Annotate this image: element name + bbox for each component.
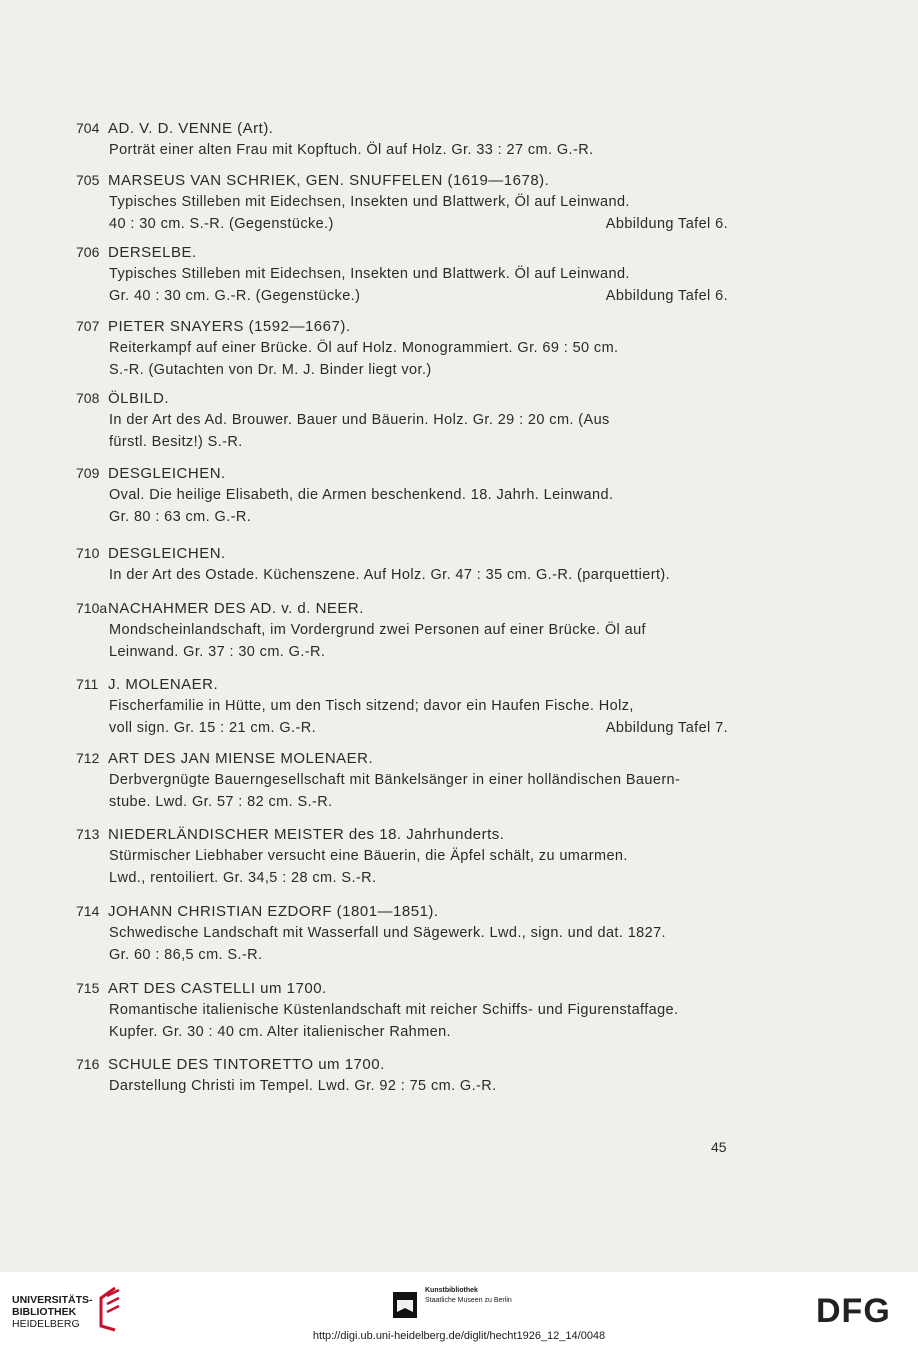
- entry-heading: [76, 676, 218, 693]
- entry-number: 713: [76, 826, 100, 842]
- university-line-3: HEIDELBERG: [12, 1318, 80, 1330]
- entry-description-line: [109, 1024, 451, 1040]
- entry-number: 705: [76, 172, 100, 188]
- description-text: Kupfer. Gr. 30 : 40 cm. Alter italienischer Rahmen.: [109, 1024, 451, 1040]
- entry-heading: [76, 903, 439, 920]
- description-text: Mondscheinlandschaft, im Vordergrund zwei Personen auf einer Brücke. Öl auf: [109, 622, 646, 638]
- description-text: Darstellung Christi im Tempel. Lwd. Gr. 92 : 75 cm. G.-R.: [109, 1078, 497, 1094]
- description-text: Typisches Stilleben mit Eidechsen, Insekten und Blattwerk. Öl auf Leinwand.: [109, 266, 630, 282]
- entry-number: 708: [76, 390, 100, 406]
- entry-description-line: [109, 644, 325, 660]
- description-text: Reiterkampf auf einer Brücke. Öl auf Holz. Monogrammiert. Gr. 69 : 50 cm.: [109, 340, 619, 356]
- entry-heading: [76, 390, 169, 407]
- entry-description-line: [109, 698, 634, 714]
- description-text: 40 : 30 cm. S.-R. (Gegenstücke.): [109, 216, 334, 232]
- entry-heading: [76, 600, 364, 617]
- entry-title: AD. V. D. VENNE (Art).: [108, 120, 274, 137]
- entry-number: 704: [76, 120, 100, 136]
- entry-title: ÖLBILD.: [108, 390, 170, 407]
- entry-description-line: [109, 870, 376, 886]
- description-text: Fischerfamilie in Hütte, um den Tisch sitzend; davor ein Haufen Fische. Holz,: [109, 698, 634, 714]
- entry-description-line: [109, 194, 630, 210]
- university-line-1: UNIVERSITÄTS-: [12, 1294, 93, 1306]
- entry-number: 711: [76, 676, 99, 692]
- entry-number: 709: [76, 465, 100, 481]
- description-text: Gr. 40 : 30 cm. G.-R. (Gegenstücke.): [109, 288, 361, 304]
- entry-heading: [76, 1056, 385, 1073]
- university-logo-icon[interactable]: [93, 1286, 127, 1332]
- description-text: Derbvergnügte Bauerngesellschaft mit Bänkelsänger in einer holländischen Bauern-: [109, 772, 681, 788]
- description-text: Romantische italienische Küstenlandschaft mit reicher Schiffs- und Figurenstaffage.: [109, 1002, 679, 1018]
- description-text: Lwd., rentoiliert. Gr. 34,5 : 28 cm. S.-R.: [109, 870, 377, 886]
- entry-title: ART DES JAN MIENSE MOLENAER.: [108, 750, 374, 767]
- entry-description-line: [109, 216, 728, 232]
- entry-title: NACHAHMER DES AD. v. d. NEER.: [108, 600, 364, 617]
- description-text: voll sign. Gr. 15 : 21 cm. G.-R.: [109, 720, 316, 736]
- entry-description-line: [109, 567, 670, 583]
- plate-reference: Abbildung Tafel 6.: [605, 216, 728, 232]
- entry-description-line: [109, 340, 619, 356]
- description-text: Schwedische Landschaft mit Wasserfall und Sägewerk. Lwd., sign. und dat. 1827.: [109, 925, 666, 941]
- description-text: Gr. 60 : 86,5 cm. S.-R.: [109, 947, 263, 963]
- description-text: stube. Lwd. Gr. 57 : 82 cm. S.-R.: [109, 794, 333, 810]
- entry-description-line: [109, 947, 262, 963]
- entry-description-line: [109, 720, 728, 736]
- description-text: In der Art des Ostade. Küchenszene. Auf Holz. Gr. 47 : 35 cm. G.-R. (parquettiert).: [109, 567, 671, 583]
- permalink-url[interactable]: http://digi.ub.uni-heidelberg.de/diglit/hecht1926_12_14/0048: [312, 1330, 606, 1342]
- description-text: Typisches Stilleben mit Eidechsen, Insekten und Blattwerk, Öl auf Leinwand.: [109, 194, 630, 210]
- entry-title: PIETER SNAYERS (1592—1667).: [108, 318, 351, 335]
- kunstbibliothek-label[interactable]: [425, 1286, 512, 1306]
- entry-number: 715: [76, 980, 100, 996]
- dfg-logo[interactable]: DFG: [816, 1292, 891, 1330]
- entry-description-line: [109, 288, 728, 304]
- entry-description-line: [109, 848, 628, 864]
- entry-number: 716: [76, 1056, 100, 1072]
- plate-reference: Abbildung Tafel 6.: [605, 288, 728, 304]
- entry-number: 710a: [76, 600, 108, 616]
- entry-description-line: [109, 1002, 678, 1018]
- entry-description-line: [109, 794, 333, 810]
- kunstbibliothek-logo-icon[interactable]: [393, 1290, 419, 1320]
- entry-description-line: [109, 509, 251, 525]
- description-text: fürstl. Besitz!) S.-R.: [109, 434, 243, 450]
- entry-description-line: [109, 266, 630, 282]
- entry-description-line: [109, 772, 680, 788]
- entry-heading: [76, 750, 373, 767]
- entry-description-line: [109, 142, 594, 158]
- entry-title: JOHANN CHRISTIAN EZDORF (1801—1851).: [108, 903, 439, 920]
- kunstbibliothek-line-2: Staatliche Museen zu Berlin: [425, 1297, 512, 1304]
- entry-number: 706: [76, 244, 100, 260]
- university-library-label[interactable]: [12, 1294, 93, 1330]
- entry-title: ART DES CASTELLI um 1700.: [108, 980, 327, 997]
- description-text: S.-R. (Gutachten von Dr. M. J. Binder liegt vor.): [109, 362, 432, 378]
- entry-description-line: [109, 925, 666, 941]
- entry-description-line: [109, 622, 646, 638]
- description-text: Leinwand. Gr. 37 : 30 cm. G.-R.: [109, 644, 326, 660]
- description-text: In der Art des Ad. Brouwer. Bauer und Bäuerin. Holz. Gr. 29 : 20 cm. (Aus: [109, 412, 610, 428]
- entry-heading: [76, 545, 226, 562]
- entry-title: SCHULE DES TINTORETTO um 1700.: [108, 1056, 385, 1073]
- kunstbibliothek-line-1: Kunstbibliothek: [425, 1287, 478, 1294]
- entry-description-line: [109, 412, 610, 428]
- entry-number: 712: [76, 750, 100, 766]
- page-number: 45: [711, 1139, 727, 1155]
- entry-description-line: [109, 434, 243, 450]
- description-text: Gr. 80 : 63 cm. G.-R.: [109, 509, 252, 525]
- entry-heading: [76, 980, 327, 997]
- entry-title: MARSEUS VAN SCHRIEK, GEN. SNUFFELEN (1619—1678).: [108, 172, 550, 189]
- entry-number: 714: [76, 903, 100, 919]
- university-line-2: BIBLIOTHEK: [12, 1306, 77, 1318]
- entry-description-line: [109, 487, 613, 503]
- entry-number: 710: [76, 545, 100, 561]
- entry-title: DESGLEICHEN.: [108, 465, 226, 482]
- entry-title: DERSELBE.: [108, 244, 197, 261]
- entry-heading: [76, 826, 504, 843]
- plate-reference: Abbildung Tafel 7.: [605, 720, 728, 736]
- entry-title: J. MOLENAER.: [108, 676, 219, 693]
- entry-heading: [76, 244, 197, 261]
- description-text: Oval. Die heilige Elisabeth, die Armen beschenkend. 18. Jahrh. Leinwand.: [109, 487, 614, 503]
- entry-heading: [76, 465, 226, 482]
- footer-bar: [0, 1272, 918, 1345]
- description-text: Porträt einer alten Frau mit Kopftuch. Öl auf Holz. Gr. 33 : 27 cm. G.-R.: [109, 142, 594, 158]
- entry-heading: [76, 318, 350, 335]
- entry-number: 707: [76, 318, 100, 334]
- entry-title: NIEDERLÄNDISCHER MEISTER des 18. Jahrhunderts.: [108, 826, 505, 843]
- entry-description-line: [109, 1078, 497, 1094]
- entry-title: DESGLEICHEN.: [108, 545, 226, 562]
- description-text: Stürmischer Liebhaber versucht eine Bäuerin, die Äpfel schält, zu umarmen.: [109, 848, 628, 864]
- entry-heading: [76, 120, 273, 137]
- entry-description-line: [109, 362, 432, 378]
- entry-heading: [76, 172, 549, 189]
